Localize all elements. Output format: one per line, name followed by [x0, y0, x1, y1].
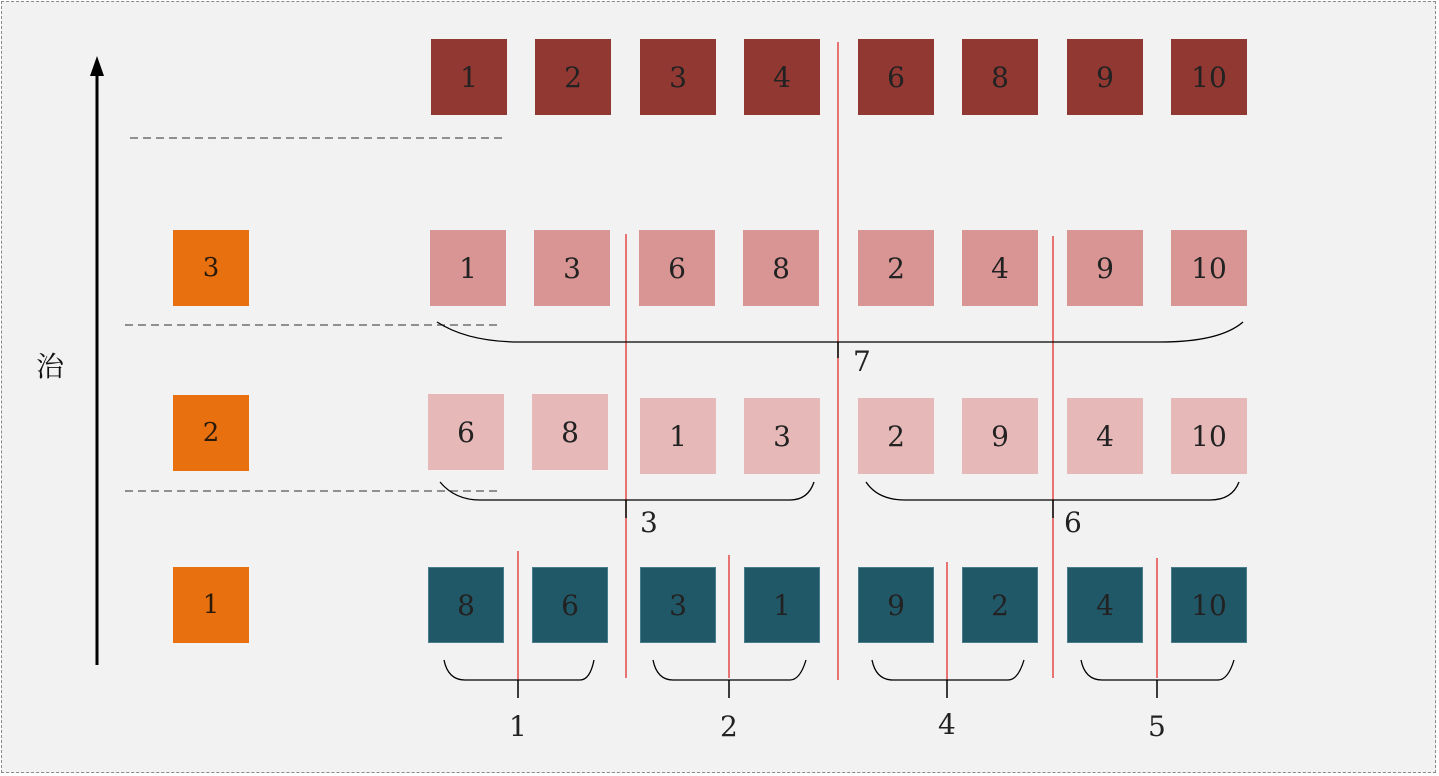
level3-cell: 9 [1067, 230, 1143, 306]
split-label: 5 [1148, 710, 1166, 743]
level2-cell: 1 [640, 398, 716, 474]
progress-arrow-head [90, 56, 104, 76]
level3-cell: 3 [534, 230, 610, 306]
split-label: 1 [509, 710, 527, 743]
base-cell: 2 [962, 567, 1038, 643]
merged-final-cell: 3 [640, 39, 716, 115]
level3-cell: 6 [639, 230, 715, 306]
level3-cell: 1 [430, 230, 506, 306]
level2-cell: 6 [428, 394, 504, 470]
base-cell: 4 [1067, 567, 1143, 643]
base-cell: 8 [428, 567, 504, 643]
level2-cell: 3 [744, 398, 820, 474]
base-cell: 10 [1171, 567, 1247, 643]
level3-cell: 10 [1171, 230, 1247, 306]
merged-final-cell: 1 [431, 39, 507, 115]
merged-final-cell: 2 [535, 39, 611, 115]
base-cell: 9 [858, 567, 934, 643]
merged-final-cell: 10 [1171, 39, 1247, 115]
merged-final-cell: 8 [962, 39, 1038, 115]
split-label: 3 [640, 506, 658, 539]
merge-brace [444, 660, 594, 680]
merged-final-cell: 4 [744, 39, 820, 115]
step-box: 2 [173, 395, 249, 471]
split-label: 7 [853, 345, 871, 378]
level3-cell: 8 [743, 230, 819, 306]
split-label: 6 [1064, 506, 1082, 539]
level3-cell: 4 [962, 230, 1038, 306]
base-cell: 6 [532, 567, 608, 643]
level2-cell: 9 [962, 398, 1038, 474]
base-cell: 1 [744, 567, 820, 643]
level3-cell: 2 [858, 230, 934, 306]
side-label: 治 [36, 350, 65, 383]
split-label: 2 [720, 710, 738, 743]
level2-cell: 8 [532, 394, 608, 470]
step-box: 3 [173, 230, 249, 306]
level2-cell: 10 [1171, 398, 1247, 474]
merge-brace [872, 660, 1024, 680]
split-label: 4 [938, 708, 956, 741]
merge-brace [437, 322, 1243, 342]
base-cell: 3 [640, 567, 716, 643]
level2-cell: 2 [858, 398, 934, 474]
level2-cell: 4 [1067, 398, 1143, 474]
step-box: 1 [173, 567, 249, 643]
merged-final-cell: 6 [858, 39, 934, 115]
merged-final-cell: 9 [1067, 39, 1143, 115]
